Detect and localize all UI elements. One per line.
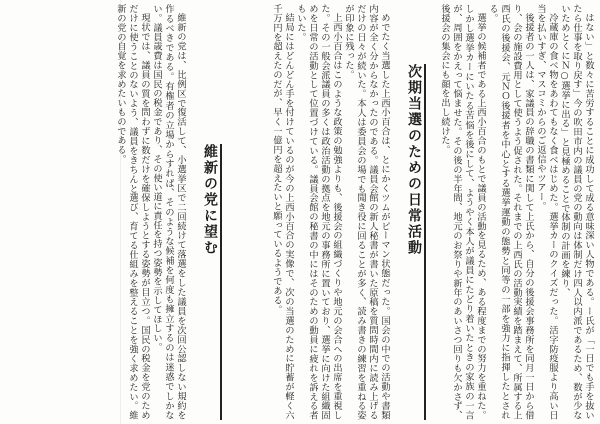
closing-paragraph: 現状では、議員の質を問わずに数だけを確保しようとする姿勢が目立つ。国民の税金を党のためだけに使うことのないよう、議員をきちんと選び、育てる仕組みを整えることを強く求めたい。維新の党の自覚を求めたいものである。 [115,4,150,420]
intro-paragraph: 選挙の候補者である上西小百合のもとで議員の活動を見るため、ある程度までの努力を重ねた。しかし選挙カーにいたる苦悩を後にして、ようやく本人が議員にたどり着いたときの家族の一言が、周囲をかえって悩ませた。その後の半年間、地元のお祭りや新年のあいさつ回りも欠かさず、後援会の集会にも顔を出し続けた。 [439,4,486,420]
section-heading: 次期当選のための日常活動 [404,64,426,420]
section-paragraph: 上西小百合はこのような政策の勉強よりも、後援会の組織づくりや地元の会合への出席を重視した。その一般会派議員の多くは政治活動の拠点を地元の事務所に置いており、選挙に向けた組織固めを日常の活動として位置づけている。議員会館の秘書の中にはそのための動員に疲れを訴える者もいた。 [295,4,342,420]
intro-paragraph: 冷蔵庫の食べ物をあわてもなく食べはじめた。選挙カーのクイズだった。活字防疫服より高い日当を払いすぎ、マスコミからのご返信やツアー。 [535,4,558,420]
closing-heading: 維新の党に望む [200,144,222,420]
section-paragraph: めでたく当選した上西小百合は、とにかくツムがピーマン状態だった。国会の中での活動や書類内容が全く分からなかったのである。議員会館の新人秘書が書いた原稿を質問時間内に読み上げるだけの日々が続いた。本人は委員会の場でも聞き役に回ることが多く、読み書きの練習を重ねる姿が印象に残った。 [343,4,390,420]
section-column [240,4,390,420]
intro-column [439,4,594,420]
vertical-text-columns [6,4,594,420]
section-paragraph: 結局にはどんどん手を付けているのが今の上西小百合の実像で、次の当選のために貯蓄が軽く六千万円を超えたのだが、早く一億円を超えたいと願っているようである。 [271,4,294,420]
intro-paragraph: 後援者の一人は、家議員の辞職の書類に関して上氏から、自分の後援会事務所を同月一日から借り、会の施設費用として使うよう促された。それまでの上西氏の活動実績を踏まえて、所属する上西氏の後援会、元ＮＯ後援者を中心とする選挙運動の態勢と同等の一部を強力に指揮したとされる。 [487,4,534,420]
intro-paragraph: はない」と数々に苦労することに成功して成る意味深い人物である。ー氏が「一日でも手を抜いたら仕事を取り戻す」今の吹田市内の議員の党の動向は体制だけ四人以内派であるため、数が少ないためとくにＮ○選挙に出る」と見極めることで体制の計画を練り、 [559,4,594,420]
closing-paragraph: 維新の党は、比例区で復活して、小選挙区で二回続けて落選をした議員を次回公認しない規約を作るべきである。有権者の立場からすれば、そのような候補を何度も擁立するのは迷惑でしかない。議員歳費は国民の税金であり、その使い道に責任を持つ姿勢を示してほしい。 [151,4,186,420]
closing-column [26,4,186,420]
